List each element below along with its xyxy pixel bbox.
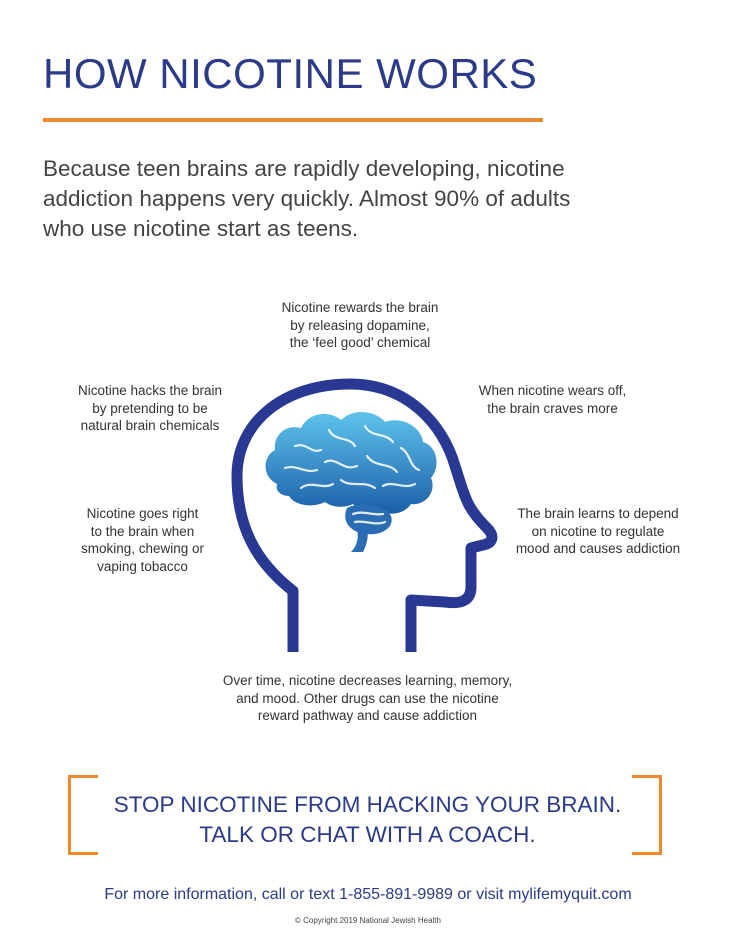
intro-line: Because teen brains are rapidly developing, nicotine [43,156,565,181]
cta-line: TALK OR CHAT WITH A COACH. [199,822,536,847]
head-profile-with-brain-icon [225,376,505,658]
brain-icon [266,412,437,552]
contact-info: For more information, call or text 1-855-891-9989 or visit mylifemyquit.com [104,886,632,903]
caption-hacks-brain [55,382,245,435]
intro-line: who use nicotine start as teens. [43,216,359,241]
caption-line: by releasing dopamine, [290,317,430,333]
caption-line: natural brain chemicals [80,418,220,433]
intro-line: addiction happens very quickly. Almost 90% of adults [43,186,571,211]
caption-line: Nicotine hacks the brain [77,383,223,398]
caption-line: smoking, chewing or [80,541,205,556]
intro-paragraph [43,154,683,244]
cta-line: STOP NICOTINE FROM HACKING YOUR BRAIN. [113,792,622,817]
caption-line: and mood. Other drugs can use the nicotine [236,690,499,706]
caption-line: The brain learns to depend [517,506,679,521]
caption-line: vaping tobacco [97,558,188,574]
caption-long-term-effects [190,672,545,725]
caption-line: Nicotine goes right [86,506,199,521]
caption-line: reward pathway and cause addiction [257,708,478,723]
caption-line: to the brain when [90,523,195,539]
caption-line: When nicotine wears off, [478,383,627,398]
copyright: © Copyright 2019 National Jewish Health [295,916,441,925]
caption-line: the ‘feel good’ chemical [289,335,431,350]
page-title: HOW NICOTINE WORKS [43,50,538,97]
caption-dopamine-reward [255,299,465,352]
caption-line: mood and causes addiction [515,541,681,556]
title-underline [43,118,543,122]
caption-dependence [498,505,698,558]
brain-stem [351,528,368,552]
caption-line: by pretending to be [92,400,208,416]
caption-line: on nicotine to regulate [531,523,665,539]
caption-line: Nicotine rewards the brain [281,300,439,315]
caption-goes-to-brain [55,505,230,575]
caption-line: Over time, nicotine decreases learning, memory, [222,673,513,688]
caption-line: the brain craves more [487,400,618,416]
call-to-action [70,790,665,850]
